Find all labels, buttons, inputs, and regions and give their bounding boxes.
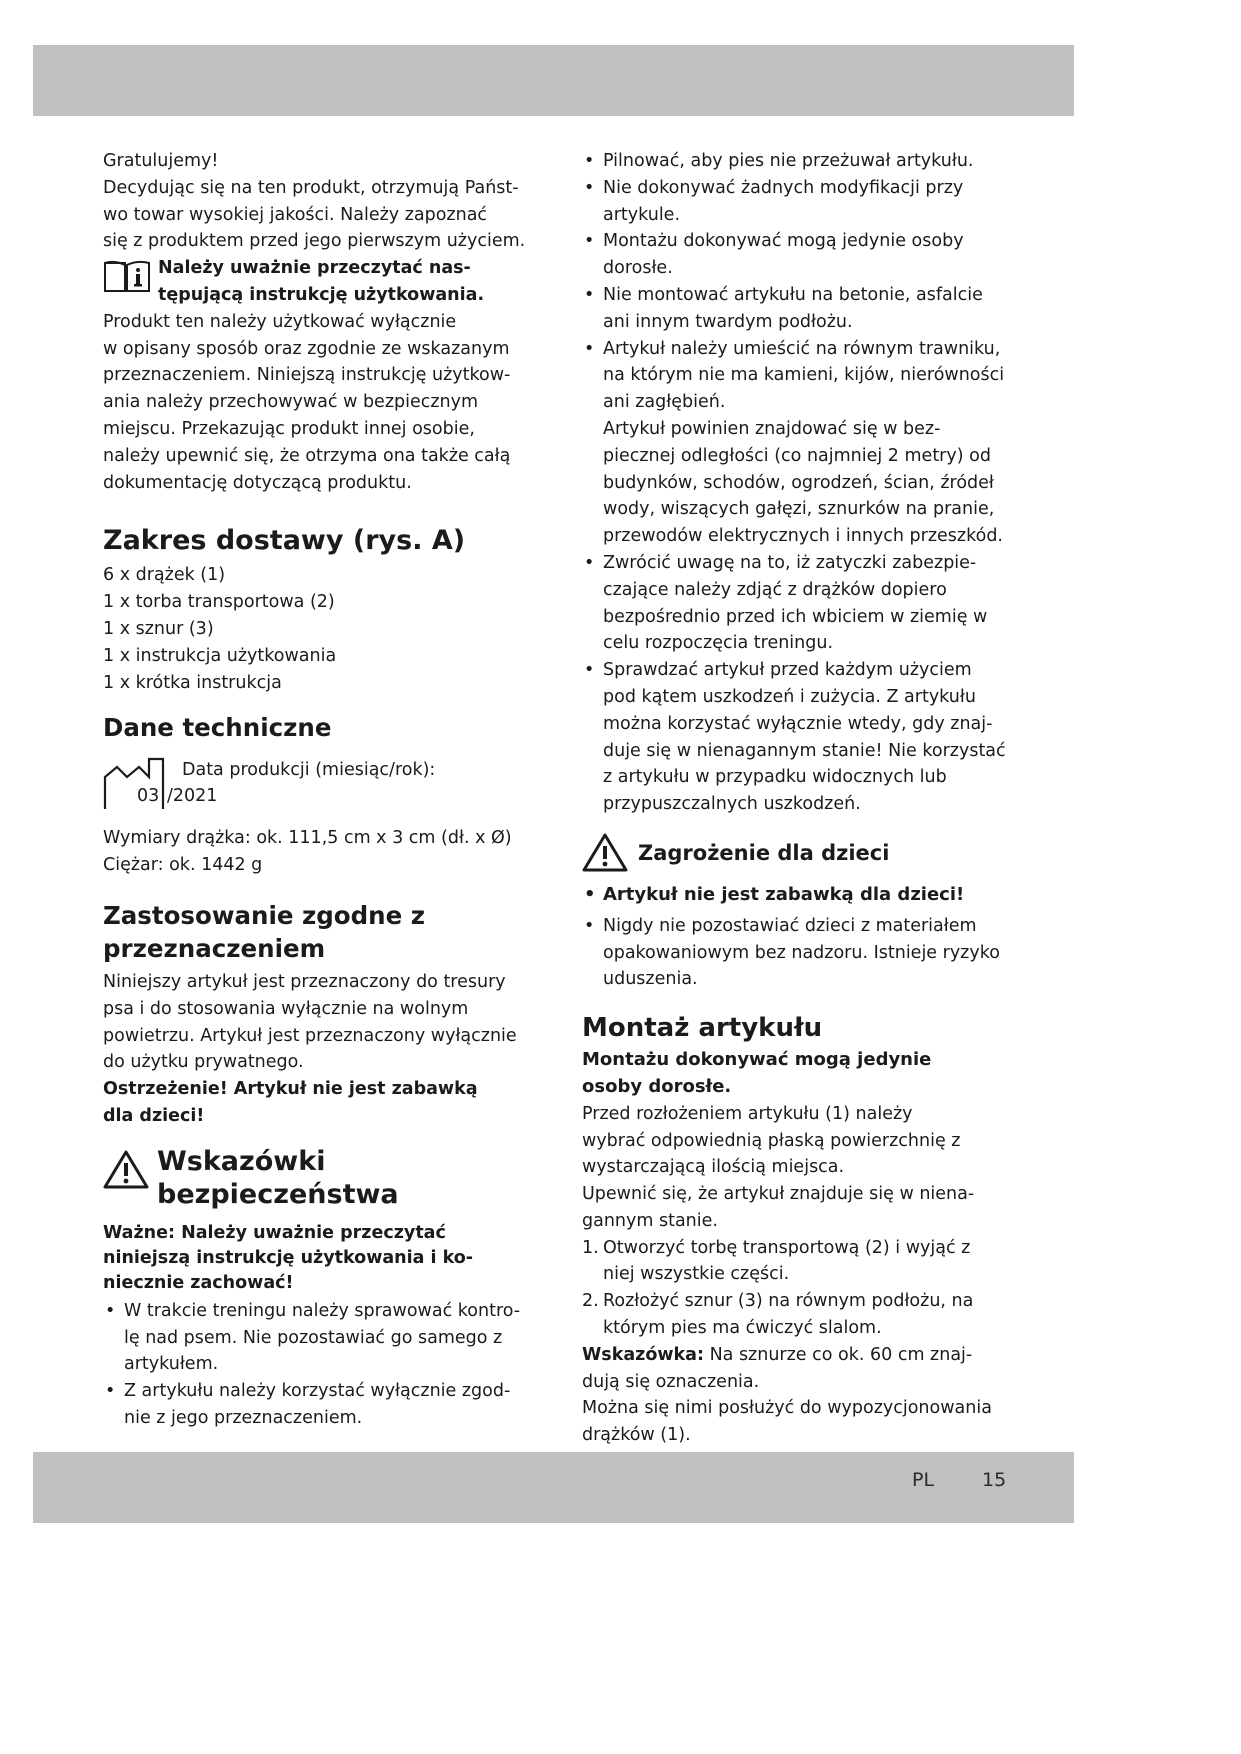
intro-text: Decydując się na ten produkt, otrzymują Państ- wo towar wysokiej jakości. Należy zapoznać się z produktem przed jego pierwszym użyciem. xyxy=(103,177,526,252)
safety-item: • Pilnować, aby pies nie przeżuwał artykułu. xyxy=(582,148,1007,175)
assembly-subtitle: Montażu dokonywać mogą jedynie osoby dorosłe. xyxy=(582,1049,932,1097)
assembly-text: Przed rozłożeniem artykułu (1) należy wybrać odpowiednią płaską powierzchnię z wystarczającą ilością miejsca. xyxy=(582,1103,961,1178)
safety-heading: Wskazówki bezpieczeństwa xyxy=(157,1145,399,1210)
header-bar xyxy=(33,45,1074,116)
warning-triangle-icon xyxy=(582,832,628,872)
hint-more: Można się nimi posłużyć do wypozycjonowania drążków (1). xyxy=(582,1398,992,1446)
intended-use-text: Niniejszy artykuł jest przeznaczony do tresury psa i do stosowania wyłącznie na wolnym powietrzu. Artykuł jest przeznaczony wyłącznie do użytku prywatnego. xyxy=(103,971,517,1073)
intended-use-warning: Ostrzeżenie! Artykuł nie jest zabawką dla dzieci! xyxy=(103,1079,478,1126)
warning-triangle-icon xyxy=(103,1149,149,1189)
safety-item: • W trakcie treningu należy sprawować kontro- lę nad psem. Nie pozostawiać go samego z artykułem. xyxy=(103,1298,528,1378)
safety-list-left xyxy=(103,1298,528,1432)
assembly-step xyxy=(582,1235,1007,1289)
safety-item: • Z artykułu należy korzystać wyłącznie zgod- nie z jego przeznaczeniem. xyxy=(103,1378,528,1432)
tech-heading: Dane techniczne xyxy=(103,713,332,743)
scope-item: 1 x instrukcja użytkowania xyxy=(103,645,337,666)
production-year: /2021 xyxy=(167,786,218,807)
scope-item: 1 x sznur (3) xyxy=(103,618,214,639)
manual-info-icon xyxy=(103,259,151,295)
scope-list xyxy=(103,562,528,696)
intended-use-heading: Zastosowanie zgodne z przeznaczeniem xyxy=(103,900,426,963)
read-instructions-text: Należy uważnie przeczytać nas- tępującą instrukcję użytkowania. xyxy=(158,258,485,305)
safety-item: • Nie montować artykułu na betonie, asfalcie ani innym twardym podłożu. xyxy=(582,282,1007,336)
step-text: Otworzyć torbę transportową (2) i wyjąć z niej wszystkie części. xyxy=(603,1237,971,1285)
children-item: • Nigdy nie pozostawiać dzieci z materiałem opakowaniowym bez nadzoru. Istnieje ryzyko uduszenia. xyxy=(582,913,1007,993)
usage-text: Produkt ten należy użytkować wyłącznie w opisany sposób oraz zgodnie ze wskazanym przeznaczeniem. Niniejszą instrukcję użytkow- ania należy przechowywać w bezpiecznym miejscu. Przekazując produkt innej osobie, należy upewnić się, że otrzyma ona także całą dokumentację dotyczącą produktu. xyxy=(103,311,511,493)
children-heading-row xyxy=(582,832,1007,872)
dimensions-text: Wymiary drążka: ok. 111,5 cm x 3 cm (dł. x Ø) xyxy=(103,828,512,849)
hint-paragraph xyxy=(582,1342,1007,1396)
safety-item: • Nie dokonywać żadnych modyfikacji przy artykule. xyxy=(582,175,1007,229)
right-column xyxy=(582,148,1007,1449)
footer-page-number: 15 xyxy=(982,1469,1007,1491)
scope-item: 1 x krótka instrukcja xyxy=(103,672,282,693)
intro-greeting: Gratulujemy! xyxy=(103,151,219,171)
scope-item: 1 x torba transportowa (2) xyxy=(103,592,335,613)
children-item-bold: • Artykuł nie jest zabawką dla dzieci! xyxy=(582,882,1007,909)
production-label: Data produkcji (miesiąc/rok): xyxy=(182,760,436,781)
left-column xyxy=(103,148,528,1432)
children-list xyxy=(582,882,1007,993)
safety-heading-row xyxy=(103,1145,528,1211)
children-heading: Zagrożenie dla dzieci xyxy=(638,840,890,865)
footer-language: PL xyxy=(912,1469,935,1491)
scope-item: 6 x drążek (1) xyxy=(103,565,226,586)
step-number: 2. xyxy=(582,1291,599,1312)
safety-item: • Montażu dokonywać mogą jedynie osoby dorosłe. xyxy=(582,228,1007,282)
safety-item: • Sprawdzać artykuł przed każdym użyciem pod kątem uszkodzeń i zużycia. Z artykułu można korzystać wyłącznie wtedy, gdy znaj- duje się w nienagannym stanie! Nie korzystać z artykułu w przypadku widocznych lub przypuszczalnych uszkodzeń. xyxy=(582,657,1007,818)
assembly-step xyxy=(582,1288,1007,1342)
scope-heading: Zakres dostawy (rys. A) xyxy=(103,525,466,557)
production-month: 03 xyxy=(137,786,160,807)
assembly-steps xyxy=(582,1235,1007,1342)
safety-item: • Zwrócić uwagę na to, iż zatyczki zabezpie- czające należy zdjąć z drążków dopiero bezpośrednio przed ich wbiciem w ziemię w celu rozpoczęcia treningu. xyxy=(582,550,1007,657)
safety-item: • Artykuł należy umieścić na równym trawniku, na którym nie ma kamieni, kijów, nierówności ani zagłębień. Artykuł powinien znajdować się w bez- piecznej odległości (co najmniej 2 metry) od budynków, schodów, ogrodzeń, ścian, źródeł wody, wiszących gałęzi, sznurków na pranie, przewodów elektrycznych i innych przeszkód. xyxy=(582,336,1007,550)
read-instructions-note xyxy=(103,255,528,309)
step-number: 1. xyxy=(582,1237,599,1258)
assembly-text: Upewnić się, że artykuł znajduje się w niena- gannym stanie. xyxy=(582,1184,975,1231)
weight-text: Ciężar: ok. 1442 g xyxy=(103,855,263,876)
hint-label: Wskazówka: xyxy=(582,1344,704,1365)
safety-list-right xyxy=(582,148,1007,818)
production-date xyxy=(103,753,528,813)
assembly-heading: Montaż artykułu xyxy=(582,1013,823,1044)
step-text: Rozłożyć sznur (3) na równym podłożu, na którym pies ma ćwiczyć slalom. xyxy=(603,1291,974,1339)
safety-important: Ważne: Należy uważnie przeczytać niniejszą instrukcję użytkowania i ko- niecznie zachować! xyxy=(103,1222,474,1293)
hint-text: Na sznurze co ok. 60 cm znaj- dują się oznaczenia. xyxy=(582,1344,973,1392)
